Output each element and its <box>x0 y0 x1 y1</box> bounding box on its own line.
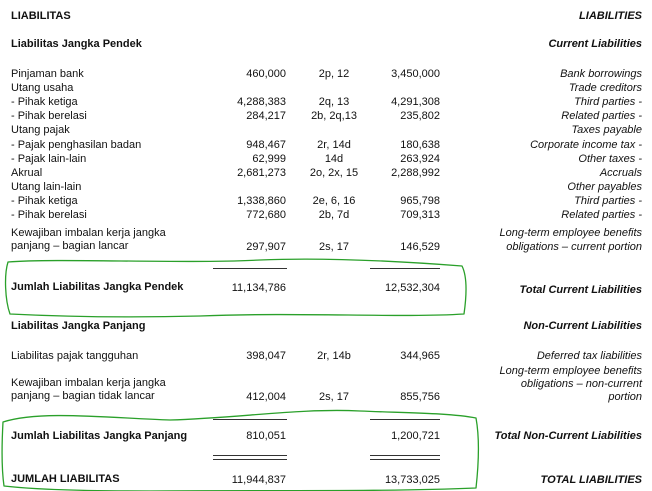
annotation-circle-current-total <box>6 259 466 317</box>
current-row-en: Third parties - <box>574 195 642 207</box>
employee-current-en-line1: Long-term employee benefits <box>499 227 642 239</box>
employee-current-en-line2: obligations – current portion <box>506 241 642 253</box>
current-row-value-2011: 180,638 <box>400 139 440 151</box>
current-row-en: Third parties - <box>574 96 642 108</box>
grand-total-value-2011: 13,733,025 <box>384 474 440 486</box>
employee-noncurrent-en-line1: Long-term employee benefits <box>499 365 642 377</box>
employee-noncurrent-label-line1: Kewajiban imbalan kerja jangka <box>11 377 166 389</box>
employee-noncurrent-value-2012: 412,004 <box>246 391 286 403</box>
deferred-tax-value-2011: 344,965 <box>400 350 440 362</box>
employee-current-value-2011: 146,529 <box>400 241 440 253</box>
current-row-value-2011: 709,313 <box>400 209 440 221</box>
current-row-label: - Pihak ketiga <box>11 195 78 207</box>
employee-noncurrent-label-line2: panjang – bagian tidak lancar <box>11 390 155 402</box>
current-heading-en: Current Liabilities <box>548 38 642 50</box>
current-heading-id: Liabilitas Jangka Pendek <box>11 38 142 50</box>
current-row-label: Akrual <box>11 167 43 179</box>
current-row-value-2012: 772,680 <box>246 209 286 221</box>
noncurrent-total-value-2012: 810,051 <box>246 430 286 442</box>
current-total-label: Jumlah Liabilitas Jangka Pendek <box>11 281 184 293</box>
header-title-en: LIABILITIES <box>579 10 642 22</box>
current-row-note: 2o, 2x, 15 <box>309 167 359 179</box>
employee-current-label-line1: Kewajiban imbalan kerja jangka <box>11 227 166 239</box>
noncurrent-heading-id: Liabilitas Jangka Panjang <box>11 320 146 332</box>
current-row-en: Other taxes - <box>578 153 642 165</box>
current-row-value-2012: 4,288,383 <box>237 96 286 108</box>
current-row-label: - Pihak ketiga <box>11 96 78 108</box>
current-row-en: Related parties - <box>561 209 642 221</box>
current-row-label: Utang pajak <box>11 124 70 136</box>
current-row-en: Taxes payable <box>571 124 642 136</box>
noncurrent-total-value-2011: 1,200,721 <box>391 430 440 442</box>
employee-noncurrent-en-line3: portion <box>608 391 642 403</box>
annotation-circle-total-liabilities <box>2 410 478 491</box>
current-row-label: - Pihak berelasi <box>11 209 87 221</box>
employee-current-note: 2s, 17 <box>319 241 349 253</box>
current-row-value-2012: 284,217 <box>246 110 286 122</box>
current-row-note: 2q, 13 <box>318 96 350 108</box>
employee-noncurrent-value-2011: 855,756 <box>400 391 440 403</box>
header-title-id: LIABILITAS <box>11 10 71 22</box>
current-row-label: - Pajak penghasilan badan <box>11 139 142 151</box>
noncurrent-heading-en: Non-Current Liabilities <box>523 320 642 332</box>
current-row-value-2012: 948,467 <box>246 139 286 151</box>
current-row-label: Utang usaha <box>11 82 74 94</box>
grand-total-label: JUMLAH LIABILITAS <box>11 473 120 485</box>
current-row-en: Bank borrowings <box>560 68 642 80</box>
deferred-tax-en: Deferred tax liabilities <box>536 350 642 362</box>
grand-total-value-2012: 11,944,837 <box>231 474 286 486</box>
current-row-note: 2p, 12 <box>318 68 350 80</box>
current-row-label: Pinjaman bank <box>11 68 84 80</box>
current-total-en: Total Current Liabilities <box>519 284 642 296</box>
current-row-note: 2b, 7d <box>318 209 350 221</box>
employee-current-value-2012: 297,907 <box>246 241 286 253</box>
current-row-note: 14d <box>324 153 344 165</box>
current-row-en: Other payables <box>567 181 642 193</box>
current-row-label: - Pajak lain-lain <box>11 153 87 165</box>
grand-total-en: TOTAL LIABILITIES <box>540 474 642 486</box>
current-row-value-2012: 1,338,860 <box>237 195 286 207</box>
current-row-value-2011: 235,802 <box>400 110 440 122</box>
current-row-value-2012: 62,999 <box>252 153 286 165</box>
current-row-label: Utang lain-lain <box>11 181 82 193</box>
current-row-note: 2e, 6, 16 <box>312 195 356 207</box>
current-row-en: Trade creditors <box>568 82 642 94</box>
current-row-note: 2b, 2q,13 <box>311 110 357 122</box>
current-row-value-2011: 263,924 <box>400 153 440 165</box>
current-row-value-2011: 965,798 <box>400 195 440 207</box>
noncurrent-total-en: Total Non-Current Liabilities <box>494 430 642 442</box>
current-row-value-2012: 460,000 <box>246 68 286 80</box>
deferred-tax-label: Liabilitas pajak tangguhan <box>11 350 139 362</box>
current-row-value-2011: 2,288,992 <box>391 167 440 179</box>
current-row-en: Accruals <box>599 167 642 179</box>
deferred-tax-value-2012: 398,047 <box>246 350 286 362</box>
employee-noncurrent-en-line2: obligations – non-current <box>520 378 642 390</box>
current-row-en: Related parties - <box>561 110 642 122</box>
current-row-value-2011: 4,291,308 <box>391 96 440 108</box>
deferred-tax-note: 2r, 14b <box>317 350 351 362</box>
employee-noncurrent-note: 2s, 17 <box>319 391 349 403</box>
current-total-value-2011: 12,532,304 <box>384 282 440 294</box>
current-row-en: Corporate income tax - <box>530 139 642 151</box>
noncurrent-total-label: Jumlah Liabilitas Jangka Panjang <box>11 430 188 442</box>
current-total-value-2012: 11,134,786 <box>231 282 286 294</box>
current-row-note: 2r, 14d <box>317 139 351 151</box>
employee-current-label-line2: panjang – bagian lancar <box>11 240 129 252</box>
current-row-value-2011: 3,450,000 <box>391 68 440 80</box>
current-row-value-2012: 2,681,273 <box>237 167 286 179</box>
current-row-label: - Pihak berelasi <box>11 110 87 122</box>
